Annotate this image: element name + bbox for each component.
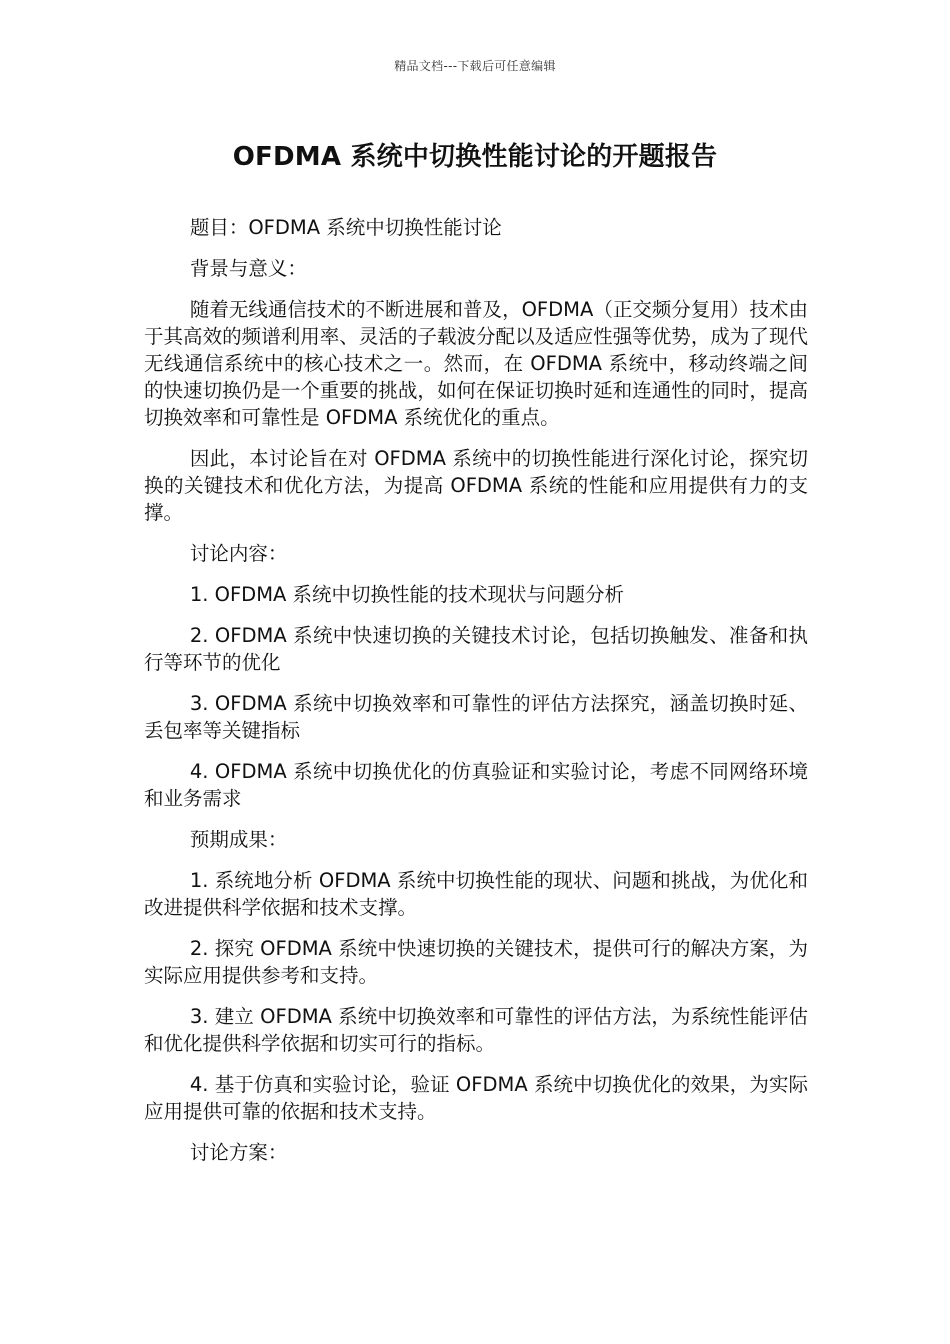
outcome-item-2: 2. 探究 OFDMA 系统中快速切换的关键技术，提供可行的解决方案，为实际应用提供参考和支持。 xyxy=(144,937,808,987)
topic-line: 题目：OFDMA 系统中切换性能讨论 xyxy=(189,216,502,239)
section-heading-outcomes: 预期成果： xyxy=(189,828,288,851)
background-paragraph: 随着无线通信技术的不断进展和普及，OFDMA（正交频分复用）技术由于其高效的频谱利用率、灵活的子载波分配以及适应性强等优势，成为了现代无线通信系统中的核心技术之一。然而，在 OFDMA 系统中，移动终端之间的快速切换仍是一个重要的挑战，如何在保证切换时延和连通性的同时，提高切换效率和可靠性是 OFDMA 系统优化的重点。 xyxy=(144,298,808,429)
outcome-item-3: 3. 建立 OFDMA 系统中切换效率和可靠性的评估方法，为系统性能评估和优化提供科学依据和切实可行的指标。 xyxy=(144,1005,808,1055)
outcome-item-4: 4. 基于仿真和实验讨论，验证 OFDMA 系统中切换优化的效果，为实际应用提供可靠的依据和技术支持。 xyxy=(144,1073,808,1123)
content-item-3: 3. OFDMA 系统中切换效率和可靠性的评估方法探究，涵盖切换时延、丢包率等关键指标 xyxy=(144,692,808,742)
document-title: OFDMA 系统中切换性能讨论的开题报告 xyxy=(232,142,718,172)
content-item-2: 2. OFDMA 系统中快速切换的关键技术讨论，包括切换触发、准备和执行等环节的优化 xyxy=(144,624,808,674)
page-header-note: 精品文档---下载后可任意编辑 xyxy=(394,59,556,73)
document-body xyxy=(144,214,808,1180)
content-item-4: 4. OFDMA 系统中切换优化的仿真验证和实验讨论，考虑不同网络环境和业务需求 xyxy=(144,760,808,810)
purpose-paragraph: 因此，本讨论旨在对 OFDMA 系统中的切换性能进行深化讨论，探究切换的关键技术和优化方法，为提高 OFDMA 系统的性能和应用提供有力的支撑。 xyxy=(144,447,808,524)
section-heading-plan: 讨论方案： xyxy=(189,1141,288,1164)
section-heading-content: 讨论内容： xyxy=(189,542,288,565)
content-item-1: 1. OFDMA 系统中切换性能的技术现状与问题分析 xyxy=(189,583,625,606)
section-heading-background: 背景与意义： xyxy=(189,257,307,280)
outcome-item-1: 1. 系统地分析 OFDMA 系统中切换性能的现状、问题和挑战，为优化和改进提供科学依据和技术支撑。 xyxy=(144,869,808,919)
